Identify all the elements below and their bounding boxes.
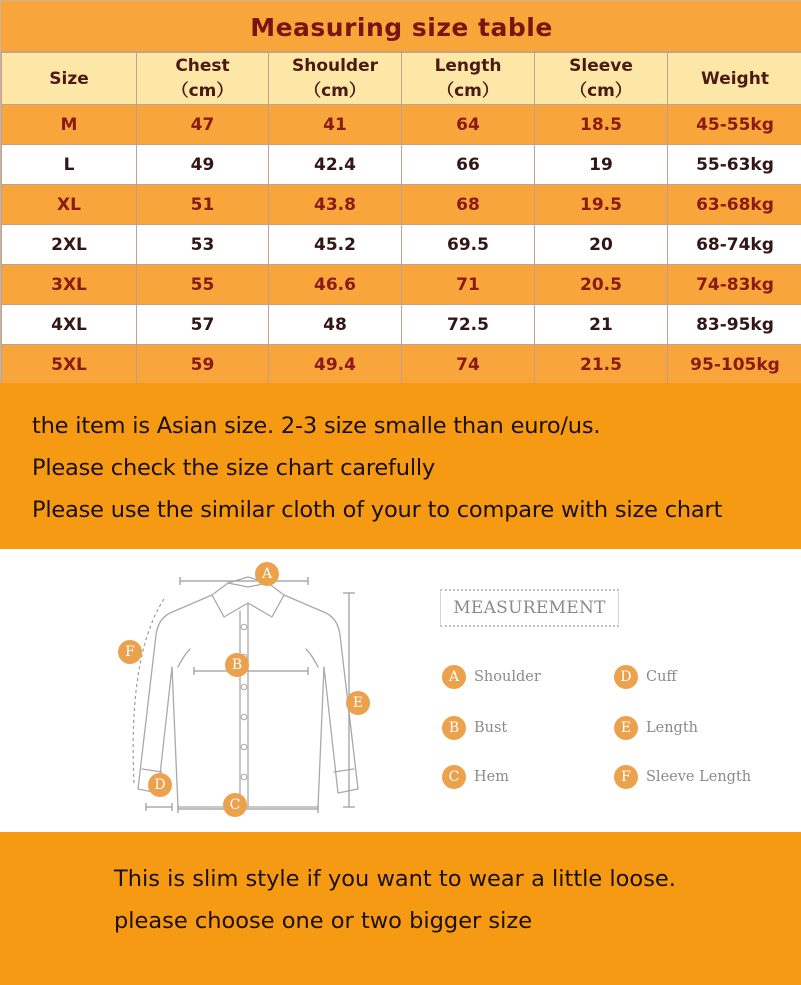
cell-chest: 59 [137,345,269,385]
legend-badge-a: A [442,665,466,689]
legend-item-shoulder [442,665,541,689]
header-chest-unit: （cm） [171,81,234,101]
cell-shoulder: 41 [269,105,402,145]
cell-chest: 55 [137,265,269,305]
note-choose-bigger: please choose one or two bigger size [114,908,533,934]
legend-label-shoulder: Shoulder [474,669,541,685]
legend-label-hem: Hem [474,769,509,785]
note-slim-style: This is slim style if you want to wear a little loose. [114,866,676,892]
cell-length: 64 [402,105,535,145]
cell-size: 3XL [2,265,137,305]
table-header-row [2,53,801,105]
header-shoulder-unit: （cm） [304,81,366,101]
cell-weight: 45-55kg [668,105,801,145]
cell-length: 71 [402,265,535,305]
cell-sleeve: 19.5 [535,185,668,225]
header-size-label: Size [49,68,89,89]
cell-weight: 63-68kg [668,185,801,225]
cell-chest: 51 [137,185,269,225]
note-asian-size: the item is Asian size. 2-3 size smalle than euro/us. [32,413,601,439]
size-table-section [0,0,801,383]
header-chest-label: Chest [175,56,230,76]
legend-item-sleeve-length [614,765,751,789]
header-weight-label: Weight [701,68,769,89]
cell-length: 69.5 [402,225,535,265]
cell-size: 2XL [2,225,137,265]
header-sleeve-label: Sleeve [569,56,633,76]
badge-e: E [346,691,370,715]
cell-weight: 55-63kg [668,145,801,185]
legend-badge-f: F [614,765,638,789]
cell-chest: 57 [137,305,269,345]
table-row [2,265,801,305]
cell-size: L [2,145,137,185]
legend-label-cuff: Cuff [646,669,677,685]
badge-c: C [223,793,247,817]
table-row [2,105,801,145]
cell-sleeve: 20.5 [535,265,668,305]
size-notes-panel [0,383,801,549]
header-size [2,53,137,105]
table-row [2,345,801,385]
cell-weight: 95-105kg [668,345,801,385]
header-length [402,53,535,105]
header-shoulder-label: Shoulder [291,56,379,76]
badge-f: F [118,640,142,664]
cell-weight: 68-74kg [668,225,801,265]
header-shoulder [269,53,402,105]
legend-badge-c: C [442,765,466,789]
cell-size: 5XL [2,345,137,385]
legend-label-bust: Bust [474,720,508,736]
cell-length: 72.5 [402,305,535,345]
table-title: Measuring size table [1,1,801,52]
cell-weight: 83-95kg [668,305,801,345]
cell-length: 74 [402,345,535,385]
header-length-unit: （cm） [437,81,499,101]
table-row [2,145,801,185]
table-row [2,305,801,345]
legend-label-length: Length [646,720,698,736]
header-weight [668,53,801,105]
cell-shoulder: 46.6 [269,265,402,305]
header-chest [137,53,269,105]
measurement-diagram [0,549,801,832]
header-length-label: Length [434,56,502,76]
size-table [1,52,801,385]
cell-shoulder: 45.2 [269,225,402,265]
badge-d: D [148,773,172,797]
cell-sleeve: 21 [535,305,668,345]
legend-label-sleeve-length: Sleeve Length [646,769,752,785]
cell-shoulder: 43.8 [269,185,402,225]
table-row [2,185,801,225]
legend-item-bust [442,716,507,740]
cell-shoulder: 48 [269,305,402,345]
legend-item-hem [442,765,509,789]
cell-chest: 47 [137,105,269,145]
table-row [2,225,801,265]
header-sleeve-unit: （cm） [570,81,632,101]
cell-size: 4XL [2,305,137,345]
cell-size: M [2,105,137,145]
legend-badge-d: D [614,665,638,689]
header-sleeve [535,53,668,105]
legend-item-cuff [614,665,677,689]
measurement-title: MEASUREMENT [440,589,619,627]
note-check-chart: Please check the size chart carefully [32,455,436,481]
cell-size: XL [2,185,137,225]
cell-chest: 49 [137,145,269,185]
legend-badge-b: B [442,716,466,740]
cell-sleeve: 19 [535,145,668,185]
shirt-outline-illustration [100,555,390,830]
note-compare-cloth: Please use the similar cloth of your to compare with size chart [32,497,723,523]
cell-sleeve: 20 [535,225,668,265]
cell-sleeve: 21.5 [535,345,668,385]
cell-length: 68 [402,185,535,225]
fit-advice-panel [0,832,801,985]
legend-badge-e: E [614,716,638,740]
cell-shoulder: 49.4 [269,345,402,385]
cell-sleeve: 18.5 [535,105,668,145]
cell-length: 66 [402,145,535,185]
badge-a: A [255,562,279,586]
cell-shoulder: 42.4 [269,145,402,185]
badge-b: B [225,653,249,677]
cell-weight: 74-83kg [668,265,801,305]
legend-item-length [614,716,698,740]
cell-chest: 53 [137,225,269,265]
